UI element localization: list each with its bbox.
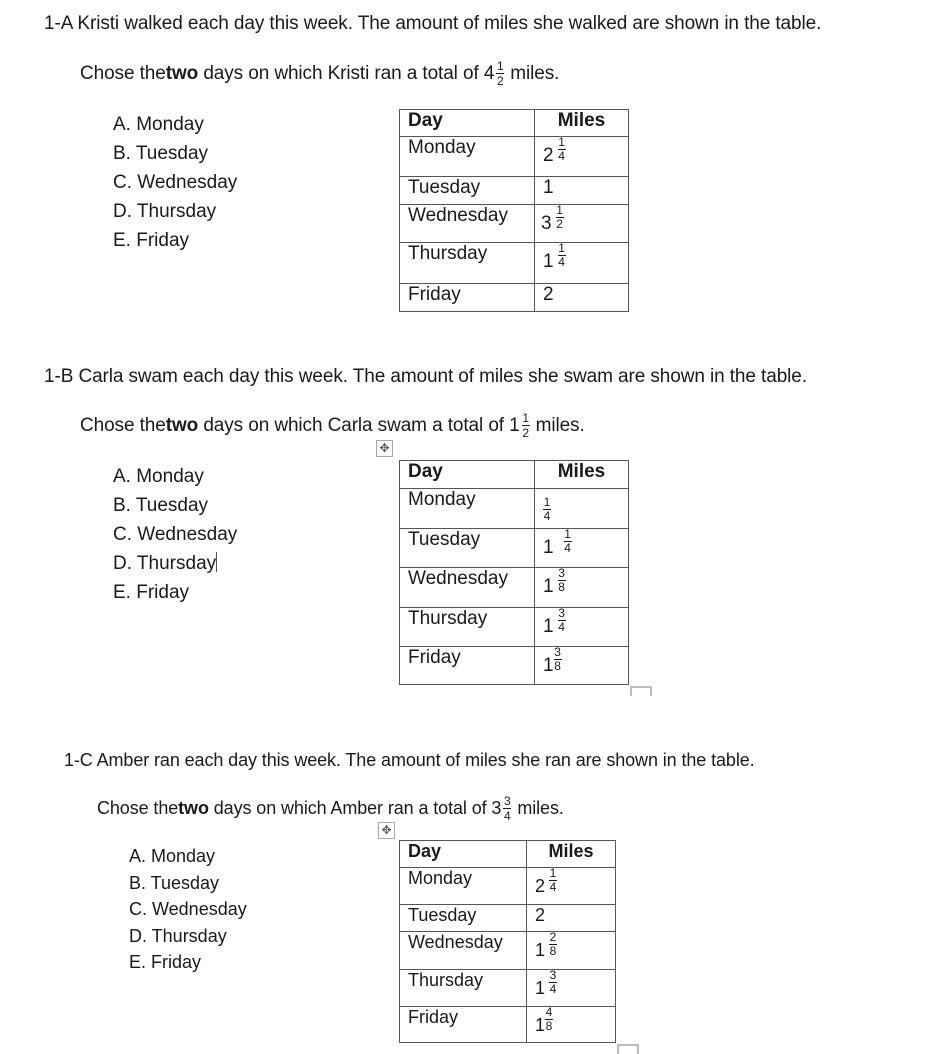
- fraction-denominator: 4: [564, 541, 571, 555]
- answer-options: [113, 110, 237, 255]
- table-row: [400, 647, 629, 685]
- miles-cell: [535, 243, 629, 284]
- miles-whole: 1: [535, 1015, 546, 1035]
- header-miles: Miles: [527, 841, 616, 868]
- miles-cell: [527, 970, 616, 1007]
- prompt-text: Chose the: [80, 62, 166, 84]
- prompt-bold: two: [165, 62, 199, 84]
- fraction-denominator: 2: [496, 74, 504, 88]
- option[interactable]: A. Monday: [113, 466, 204, 487]
- fraction-denominator: 8: [549, 944, 557, 958]
- option[interactable]: C. Wednesday: [113, 524, 238, 545]
- day-cell: Monday: [400, 137, 535, 177]
- target-whole: 1: [509, 414, 520, 436]
- option[interactable]: A. Monday: [129, 846, 216, 866]
- option[interactable]: E. Friday: [129, 952, 202, 972]
- target-fraction: [522, 412, 530, 439]
- prompt-text: days on which Kristi ran a total of: [198, 62, 484, 84]
- fraction-denominator: 4: [558, 255, 565, 269]
- fraction-numerator: 2: [549, 930, 557, 944]
- day-cell: Wednesday: [400, 205, 535, 243]
- option[interactable]: B. Tuesday: [113, 143, 209, 164]
- day-cell: Tuesday: [400, 529, 535, 568]
- table-row: [400, 905, 616, 932]
- miles-cell: [535, 205, 629, 243]
- fraction-denominator: 4: [504, 809, 511, 823]
- miles-cell: [535, 568, 629, 608]
- problem-prompt: [80, 412, 585, 439]
- miles-cell: [527, 868, 616, 905]
- fraction-denominator: 4: [558, 620, 565, 634]
- day-cell: Monday: [400, 868, 527, 905]
- option[interactable]: B. Tuesday: [129, 872, 220, 893]
- problem-prompt: [80, 60, 559, 87]
- miles-cell: [535, 529, 629, 568]
- miles-fraction: [549, 868, 557, 893]
- day-cell: Friday: [400, 1007, 527, 1043]
- day-cell: Wednesday: [400, 932, 527, 970]
- miles-fraction: [549, 932, 557, 957]
- table-resize-icon[interactable]: [630, 686, 652, 696]
- table-row: [400, 177, 629, 205]
- fraction-numerator: 1: [556, 203, 563, 217]
- problem-heading: 1-B Carla swam each day this week. The amount of miles she swam are shown in the table.: [44, 366, 807, 387]
- option[interactable]: C. Wednesday: [129, 899, 247, 919]
- miles-table: [399, 840, 616, 1043]
- fraction-denominator: 4: [558, 149, 565, 163]
- table-row: [400, 608, 629, 647]
- day-cell: Wednesday: [400, 568, 535, 608]
- table-row: [400, 205, 629, 243]
- day-cell: Friday: [400, 284, 535, 312]
- fraction-numerator: 3: [504, 794, 511, 808]
- table-row: [400, 970, 616, 1007]
- miles-whole: 2: [543, 145, 554, 166]
- table-row: [400, 284, 629, 312]
- text-cursor: [216, 552, 217, 572]
- fraction-numerator: 3: [554, 645, 561, 659]
- prompt-text: miles.: [510, 62, 560, 84]
- header-day: Day: [400, 841, 527, 868]
- move-arrows-icon[interactable]: ✥: [378, 822, 395, 839]
- fraction-numerator: 1: [549, 866, 557, 880]
- prompt-text: miles.: [517, 798, 564, 818]
- move-arrows-icon[interactable]: ✥: [376, 440, 393, 457]
- table-row: [400, 932, 616, 970]
- prompt-text: days on which Carla swam a total of: [198, 414, 510, 436]
- target-fraction: [496, 60, 504, 87]
- miles-table: [399, 460, 629, 685]
- miles-fraction: [554, 647, 562, 672]
- miles-cell: [527, 932, 616, 970]
- table-row: [400, 1007, 616, 1043]
- fraction-denominator: 8: [545, 1019, 553, 1033]
- fraction-denominator: 4: [549, 982, 557, 996]
- miles-fraction: [543, 497, 551, 522]
- option[interactable]: B. Tuesday: [113, 495, 209, 516]
- answer-options: [113, 462, 237, 607]
- header-miles: Miles: [535, 110, 629, 137]
- miles-whole: 1: [543, 537, 554, 558]
- problem-heading: 1-A Kristi walked each day this week. The amount of miles she walked are shown in the table.: [44, 13, 822, 34]
- table-row: [400, 568, 629, 608]
- miles-cell: [535, 489, 629, 529]
- fraction-numerator: 1: [543, 495, 551, 509]
- miles-fraction: [558, 568, 566, 593]
- table-row: [400, 489, 629, 529]
- miles-fraction: [558, 137, 566, 162]
- prompt-bold: two: [178, 798, 209, 818]
- header-miles: Miles: [535, 461, 629, 489]
- day-cell: Monday: [400, 489, 535, 529]
- table-row: [400, 529, 629, 568]
- day-cell: Tuesday: [400, 177, 535, 205]
- prompt-text: Chose the: [80, 414, 166, 436]
- fraction-numerator: 3: [549, 968, 557, 982]
- fraction-numerator: 1: [558, 241, 565, 255]
- miles-whole: 1: [543, 576, 554, 597]
- miles-fraction: [558, 608, 566, 633]
- miles-whole: 1: [535, 978, 546, 998]
- miles-whole: 1: [535, 940, 546, 960]
- header-day: Day: [400, 461, 535, 489]
- fraction-denominator: 8: [558, 580, 565, 594]
- table-resize-icon[interactable]: [617, 1044, 639, 1054]
- fraction-denominator: 8: [554, 659, 561, 673]
- miles-fraction: [564, 529, 572, 554]
- fraction-numerator: 1: [558, 135, 565, 149]
- problem-heading: 1-C Amber ran each day this week. The amount of miles she ran are shown in the table.: [64, 750, 755, 770]
- day-cell: Thursday: [400, 970, 527, 1007]
- day-cell: Friday: [400, 647, 535, 685]
- miles-whole: 1: [543, 616, 554, 637]
- fraction-numerator: 3: [558, 606, 565, 620]
- table-row: [400, 868, 616, 905]
- option[interactable]: E. Friday: [113, 582, 190, 603]
- prompt-bold: two: [165, 414, 199, 436]
- miles-fraction: [545, 1007, 553, 1032]
- option[interactable]: [113, 549, 237, 578]
- fraction-denominator: 2: [556, 217, 563, 231]
- option[interactable]: C. Wednesday: [113, 172, 238, 193]
- problem-prompt: [97, 795, 564, 822]
- miles-cell: [535, 608, 629, 647]
- table-row: [400, 243, 629, 284]
- fraction-numerator: 4: [545, 1005, 553, 1019]
- answer-options: [129, 843, 247, 976]
- option[interactable]: E. Friday: [113, 230, 190, 251]
- fraction-denominator: 2: [522, 426, 529, 440]
- table-row: [400, 137, 629, 177]
- target-whole: 4: [483, 62, 495, 84]
- prompt-text: days on which Amber ran a total of: [208, 798, 492, 818]
- fraction-denominator: 4: [543, 509, 551, 523]
- fraction-numerator: 1: [496, 59, 504, 73]
- prompt-text: Chose the: [97, 798, 179, 818]
- day-cell: Thursday: [400, 243, 535, 284]
- fraction-numerator: 1: [522, 411, 529, 425]
- miles-cell: [535, 647, 629, 685]
- miles-cell: [535, 137, 629, 177]
- miles-whole: 3: [541, 213, 552, 234]
- option-text: D. Thursday: [113, 553, 217, 574]
- miles-fraction: [558, 243, 566, 268]
- target-fraction: [503, 795, 511, 822]
- target-whole: 3: [491, 798, 502, 818]
- miles-whole: 1: [543, 251, 554, 272]
- day-cell: Tuesday: [400, 905, 527, 932]
- miles-cell: 2: [527, 905, 616, 932]
- miles-whole: 1: [543, 655, 554, 676]
- fraction-numerator: 3: [558, 566, 565, 580]
- miles-table: [399, 109, 629, 312]
- option[interactable]: A. Monday: [113, 114, 204, 135]
- fraction-denominator: 4: [549, 880, 557, 894]
- miles-fraction: [556, 205, 564, 230]
- header-day: Day: [400, 110, 535, 137]
- prompt-text: miles.: [535, 414, 585, 436]
- day-cell: Thursday: [400, 608, 535, 647]
- fraction-numerator: 1: [564, 527, 571, 541]
- option[interactable]: D. Thursday: [129, 925, 227, 946]
- option[interactable]: D. Thursday: [113, 201, 217, 222]
- miles-whole: 2: [535, 876, 546, 896]
- miles-cell: 2: [535, 284, 629, 312]
- miles-cell: 1: [535, 177, 629, 205]
- miles-fraction: [549, 970, 557, 995]
- miles-cell: [527, 1007, 616, 1043]
